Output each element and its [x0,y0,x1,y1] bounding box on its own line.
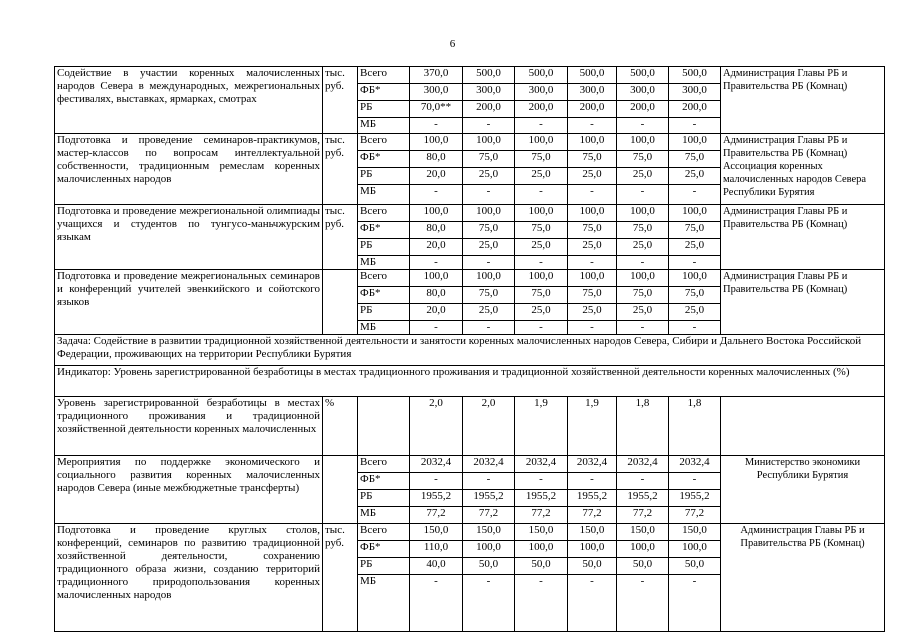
value-cell: - [463,185,515,205]
funding-source: МБ [358,118,410,134]
value-cell: - [617,321,669,335]
indicator-row: Индикатор: Уровень зарегистрированной безработицы в местах традиционного проживания и традиционной хозяйственной деятельности коренных малочисленных (%) [55,366,885,397]
table-row [55,134,885,151]
value-cell: 25,0 [617,304,669,321]
value-cell: 75,0 [669,151,721,168]
value-cell: 25,0 [515,168,568,185]
value-cell: 100,0 [617,541,669,558]
value-cell: 25,0 [568,239,617,256]
measure-name: Уровень зарегистрированной безработицы в местах традиционного проживания и традиционной хозяйственной деятельности коренных малочисленных [55,397,323,456]
value-cell: 77,2 [410,507,463,524]
executor-cell: Администрация Главы РБ и Правительства РБ (Комнац) [721,67,885,134]
funding-source [358,397,410,456]
value-cell: 110,0 [410,541,463,558]
table-row [55,270,885,287]
value-cell: 300,0 [669,84,721,101]
value-cell: 100,0 [463,205,515,222]
value-cell: - [515,575,568,632]
value-cell: 100,0 [515,270,568,287]
value-cell: 370,0 [410,67,463,84]
value-cell: - [410,256,463,270]
table-row [55,205,885,222]
value-cell: 2,0 [410,397,463,456]
funding-source: ФБ* [358,222,410,239]
value-cell: 200,0 [463,101,515,118]
funding-source: Всего [358,270,410,287]
value-cell: 500,0 [463,67,515,84]
value-cell: 25,0 [515,304,568,321]
task-row: Задача: Содействие в развитии традиционной хозяйственной деятельности и занятости коренных малочисленных народов Севера, Сибири и Дальнего Востока Российской Федерации, проживающих на территории Республики Бурятия [55,335,885,366]
value-cell: 100,0 [617,205,669,222]
value-cell: 1955,2 [669,490,721,507]
value-cell: - [568,118,617,134]
value-cell: 77,2 [669,507,721,524]
value-cell: 100,0 [515,134,568,151]
value-cell: 50,0 [515,558,568,575]
funding-source: ФБ* [358,287,410,304]
funding-source: Всего [358,205,410,222]
executor-cell [721,397,885,456]
value-cell: - [515,118,568,134]
value-cell: - [568,256,617,270]
funding-source: МБ [358,185,410,205]
value-cell: - [669,473,721,490]
funding-source: РБ [358,239,410,256]
value-cell: - [568,321,617,335]
value-cell: 300,0 [515,84,568,101]
value-cell: 75,0 [515,151,568,168]
value-cell: 150,0 [669,524,721,541]
funding-source: ФБ* [358,151,410,168]
value-cell: 500,0 [617,67,669,84]
measure-name: Подготовка и проведение семинаров-практикумов, мастер-классов по вопросам интеллектуальной собственности, традиционным ремеслам коренных малочисленных народов [55,134,323,205]
value-cell: 80,0 [410,151,463,168]
value-cell: 200,0 [669,101,721,118]
value-cell: 1,8 [617,397,669,456]
value-cell: 150,0 [617,524,669,541]
table-row [55,67,885,84]
value-cell: 100,0 [463,134,515,151]
value-cell: 75,0 [463,287,515,304]
value-cell: - [515,185,568,205]
value-cell: - [568,185,617,205]
value-cell: 75,0 [463,222,515,239]
value-cell: 75,0 [515,287,568,304]
value-cell: 80,0 [410,222,463,239]
value-cell: - [463,575,515,632]
executor-cell: Министерство экономики Республики Бурятия [721,456,885,524]
value-cell: - [617,118,669,134]
funding-source: РБ [358,490,410,507]
value-cell: 500,0 [515,67,568,84]
value-cell: 77,2 [617,507,669,524]
program-table [54,66,885,632]
table-row [55,335,885,366]
executor-cell: Администрация Главы РБ и Правительства РБ (Комнац) [721,524,885,632]
value-cell: - [515,321,568,335]
value-cell: 77,2 [463,507,515,524]
value-cell: - [515,256,568,270]
executor-cell: Администрация Главы РБ и Правительства РБ (Комнац) [721,205,885,270]
value-cell: 100,0 [568,541,617,558]
executor-cell: Администрация Главы РБ и Правительства РБ (Комнац) [721,270,885,335]
unit-cell: тыс. руб. [323,524,358,632]
value-cell: 300,0 [410,84,463,101]
funding-source: Всего [358,524,410,541]
value-cell: 1,9 [515,397,568,456]
value-cell: 25,0 [568,304,617,321]
value-cell: 300,0 [463,84,515,101]
executor-cell: Администрация Главы РБ и Правительства РБ (Комнац) Ассоциация коренных малочисленных народов Севера Республики Бурятия [721,134,885,205]
value-cell: 100,0 [410,134,463,151]
value-cell: 2032,4 [669,456,721,473]
value-cell: 300,0 [617,84,669,101]
value-cell: 100,0 [669,134,721,151]
value-cell: - [617,185,669,205]
value-cell: 2,0 [463,397,515,456]
value-cell: 40,0 [410,558,463,575]
value-cell: - [410,473,463,490]
value-cell: 77,2 [568,507,617,524]
unit-cell: тыс. руб. [323,134,358,205]
value-cell: 100,0 [669,205,721,222]
value-cell: 100,0 [568,134,617,151]
value-cell: 100,0 [669,541,721,558]
value-cell: - [410,185,463,205]
value-cell: 1,8 [669,397,721,456]
value-cell: 1,9 [568,397,617,456]
value-cell: 1955,2 [568,490,617,507]
value-cell: 100,0 [617,270,669,287]
table-row [55,397,885,456]
funding-source: Всего [358,134,410,151]
value-cell: 50,0 [463,558,515,575]
value-cell: 75,0 [669,222,721,239]
value-cell: - [568,575,617,632]
value-cell: 75,0 [617,287,669,304]
value-cell: - [463,256,515,270]
value-cell: - [669,185,721,205]
page-number: 6 [449,38,456,50]
value-cell: - [410,575,463,632]
value-cell: 2032,4 [410,456,463,473]
value-cell: - [568,473,617,490]
value-cell: - [669,256,721,270]
value-cell: 100,0 [669,270,721,287]
value-cell: 200,0 [515,101,568,118]
value-cell: 25,0 [617,168,669,185]
funding-source: ФБ* [358,473,410,490]
table-row [55,524,885,541]
funding-source: МБ [358,575,410,632]
value-cell: 75,0 [463,151,515,168]
value-cell: 150,0 [410,524,463,541]
value-cell: 1955,2 [515,490,568,507]
funding-source: РБ [358,558,410,575]
value-cell: - [669,118,721,134]
value-cell: 2032,4 [463,456,515,473]
value-cell: 100,0 [463,541,515,558]
measure-name: Содействие в участии коренных малочисленных народов Севера в международных, межрегиональных фестивалях, выставках, ярмарках, смотрах [55,67,323,134]
value-cell: 25,0 [515,239,568,256]
value-cell: 100,0 [410,205,463,222]
measure-name: Мероприятия по поддержке экономического и социального развития коренных малочисленных народов Севера (иные межбюджетные трансферты) [55,456,323,524]
value-cell: 200,0 [617,101,669,118]
value-cell: 1955,2 [617,490,669,507]
value-cell: 2032,4 [568,456,617,473]
value-cell: 100,0 [463,270,515,287]
value-cell: 75,0 [515,222,568,239]
value-cell: 2032,4 [515,456,568,473]
value-cell: 75,0 [568,222,617,239]
table-row [55,366,885,397]
measure-name: Подготовка и проведение круглых столов, конференций, семинаров по развитию традиционной хозяйственной деятельности, сохранению традиционного образа жизни, созданию территорий традиционного природопользования коренных малочисленных народов [55,524,323,632]
value-cell: 75,0 [617,222,669,239]
value-cell: 25,0 [568,168,617,185]
value-cell: 500,0 [568,67,617,84]
unit-cell: % [323,397,358,456]
value-cell: 75,0 [568,151,617,168]
value-cell: 100,0 [410,270,463,287]
unit-cell: тыс. руб. [323,67,358,134]
value-cell: - [463,321,515,335]
value-cell: 25,0 [669,168,721,185]
value-cell: 25,0 [617,239,669,256]
value-cell: - [617,575,669,632]
value-cell: 80,0 [410,287,463,304]
value-cell: - [669,575,721,632]
value-cell: - [617,256,669,270]
value-cell: 75,0 [568,287,617,304]
value-cell: 25,0 [463,239,515,256]
value-cell: 100,0 [568,205,617,222]
value-cell: 300,0 [568,84,617,101]
value-cell: 50,0 [568,558,617,575]
value-cell: - [463,118,515,134]
funding-source: ФБ* [358,541,410,558]
value-cell: - [410,321,463,335]
funding-source: Всего [358,67,410,84]
table-row [55,456,885,473]
value-cell: - [669,321,721,335]
unit-cell: тыс. руб. [323,205,358,270]
value-cell: 25,0 [463,168,515,185]
value-cell: - [410,118,463,134]
value-cell: 100,0 [515,541,568,558]
value-cell: 100,0 [617,134,669,151]
value-cell: 150,0 [463,524,515,541]
value-cell: 1955,2 [410,490,463,507]
funding-source: ФБ* [358,84,410,101]
funding-source: МБ [358,256,410,270]
value-cell: 50,0 [617,558,669,575]
measure-name: Подготовка и проведение межрегиональной олимпиады учащихся и студентов по тунгусо-маньчжурским языкам [55,205,323,270]
value-cell: 77,2 [515,507,568,524]
value-cell: 75,0 [617,151,669,168]
value-cell: 70,0** [410,101,463,118]
value-cell: 100,0 [568,270,617,287]
funding-source: РБ [358,168,410,185]
measure-name: Подготовка и проведение межрегиональных семинаров и конференций учителей эвенкийского и сойотского языков [55,270,323,335]
unit-cell [323,270,358,335]
value-cell: 25,0 [669,239,721,256]
unit-cell [323,456,358,524]
funding-source: РБ [358,304,410,321]
funding-source: МБ [358,507,410,524]
value-cell: 150,0 [568,524,617,541]
funding-source: РБ [358,101,410,118]
value-cell: - [515,473,568,490]
value-cell: 20,0 [410,168,463,185]
value-cell: 1955,2 [463,490,515,507]
value-cell: 100,0 [515,205,568,222]
value-cell: 75,0 [669,287,721,304]
funding-source: Всего [358,456,410,473]
value-cell: 25,0 [669,304,721,321]
value-cell: - [463,473,515,490]
value-cell: 2032,4 [617,456,669,473]
value-cell: 20,0 [410,304,463,321]
value-cell: 200,0 [568,101,617,118]
funding-source: МБ [358,321,410,335]
value-cell: 500,0 [669,67,721,84]
value-cell: - [617,473,669,490]
value-cell: 150,0 [515,524,568,541]
value-cell: 50,0 [669,558,721,575]
value-cell: 25,0 [463,304,515,321]
value-cell: 20,0 [410,239,463,256]
